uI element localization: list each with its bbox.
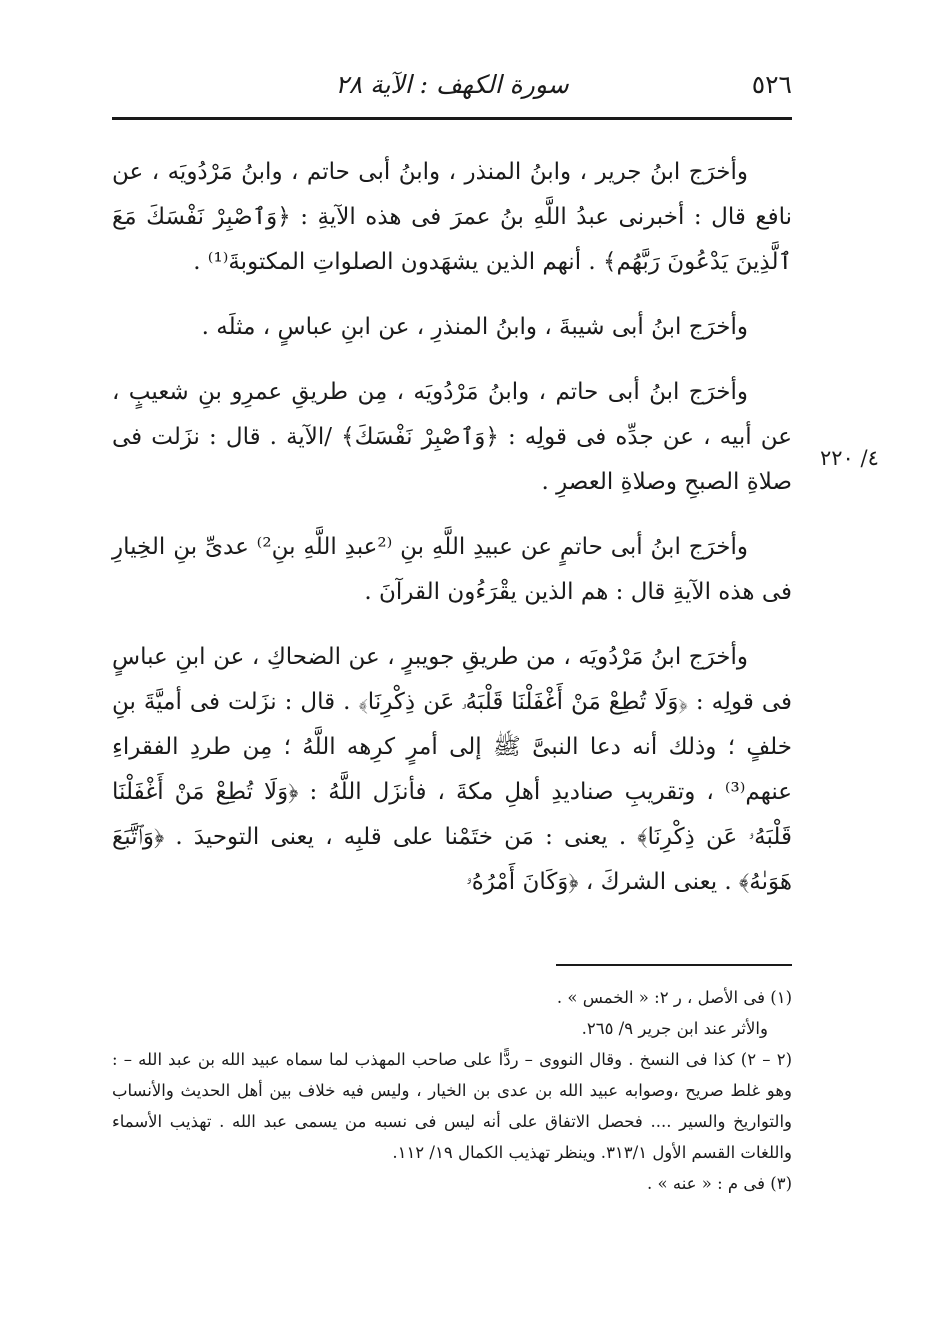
main-text: [112, 150, 792, 925]
running-title: سورة الكهف : الآية ٢٨: [335, 70, 569, 99]
page-number: ٥٢٦: [751, 70, 792, 99]
footnote-2: (٢ – ٢) كذا فى النسخ . وقال النووى – ردًّا على صاحب المهذب لما سماه عبيد الله بن عبد الله – : وهو غلط صريح ،وصوابه عبيد الله بن عدى بن الخيار ، وليس فيه خلاف بين أهل الحديث والأنساب والتواريخ والسير .... فحصل الاتفاق على أنه ليس فى نسبه من يسمى عبد الله . تهذيب الأسماء واللغات القسم الأول ٣١٣/١. وينظر تهذيب الكمال ١٩/ ١١٢.: [112, 1050, 792, 1162]
page-header: [112, 66, 792, 106]
footnote-3: (٣) فى م : « عنه » .: [647, 1174, 792, 1193]
footnotes: [112, 982, 792, 1199]
footnote-rule: [556, 964, 792, 966]
paragraph-1: وأخرَج ابنُ جرير ، وابنُ المنذر ، وابنُ أبى حاتم ، وابنُ مَرْدُويَه ، عن نافع قال : أخبرنى عبدُ اللَّهِ بنُ عمرَ فى هذه الآيةِ : ﴿وَٱصْبِرْ نَفْسَكَ مَعَ ٱلَّذِينَ يَدْعُونَ رَبَّهُم﴾ . أنهم الذين يشهَدون الصلواتِ المكتوبةَ⁽¹⁾ .: [112, 159, 792, 275]
paragraph-4: وأخرَج ابنُ أبى حاتمٍ عن عبيدِ اللَّهِ بنِ ⁽²عبدِ اللَّهِ بنِ²⁾ عدىِّ بنِ الخِيارِ فى هذه الآيةِ قال : هم الذين يقْرَءُون القرآنَ .: [112, 534, 792, 605]
header-rule: [112, 117, 792, 120]
paragraph-5: وأخرَج ابنُ مَرْدُويَه ، من طريقِ جويبرٍ ، عن الضحاكِ ، عن ابنِ عباسٍ فى قولِه : ﴿وَلَا تُطِعْ مَنْ أَغْفَلْنَا قَلْبَهُۥ عَن ذِكْرِنَا﴾ . قال : نزَلت فى أميَّةَ بنِ خلفٍ ؛ وذلك أنه دعا النبىَّ ﷺ إلى أمرٍ كرِهه اللَّهُ ؛ مِن طردِ الفقراءِ عنهم⁽³⁾ ، وتقريبِ صناديدِ أهلِ مكةَ ، فأنزَل اللَّهُ : ﴿وَلَا تُطِعْ مَنْ أَغْفَلْنَا قَلْبَهُۥ عَن ذِكْرِنَا﴾ . يعنى : مَن ختَمْنا على قلبِه ، يعنى التوحيدَ . ﴿وَٱتَّبَعَ هَوَىٰهُ﴾ . يعنى الشركَ ، ﴿وَكَانَ أَمْرُهُۥ: [112, 644, 792, 895]
footnote-1-continuation: والأثر عند ابن جرير ٩/ ٢٦٥.: [581, 1019, 768, 1038]
paragraph-3: وأخرَج ابنُ أبى حاتم ، وابنُ مَرْدُويَه ، مِن طريقِ عمرِو بنِ شعيبٍ ، عن أبيه ، عن جدِّه فى قولِه : ﴿وَٱصْبِرْ نَفْسَكَ﴾ /الآية . قال : نزَلت فى صلاةِ الصبحِ وصلاةِ العصرِ .: [112, 379, 792, 495]
margin-reference: ٤/ ٢٢٠: [820, 446, 879, 470]
footnote-1: (١) فى الأصل ، ر ٢: « الخمس » .: [556, 988, 792, 1007]
paragraph-2: وأخرَج ابنُ أبى شيبةَ ، وابنُ المنذرِ ، عن ابنِ عباسٍ ، مثلَه .: [201, 314, 748, 340]
